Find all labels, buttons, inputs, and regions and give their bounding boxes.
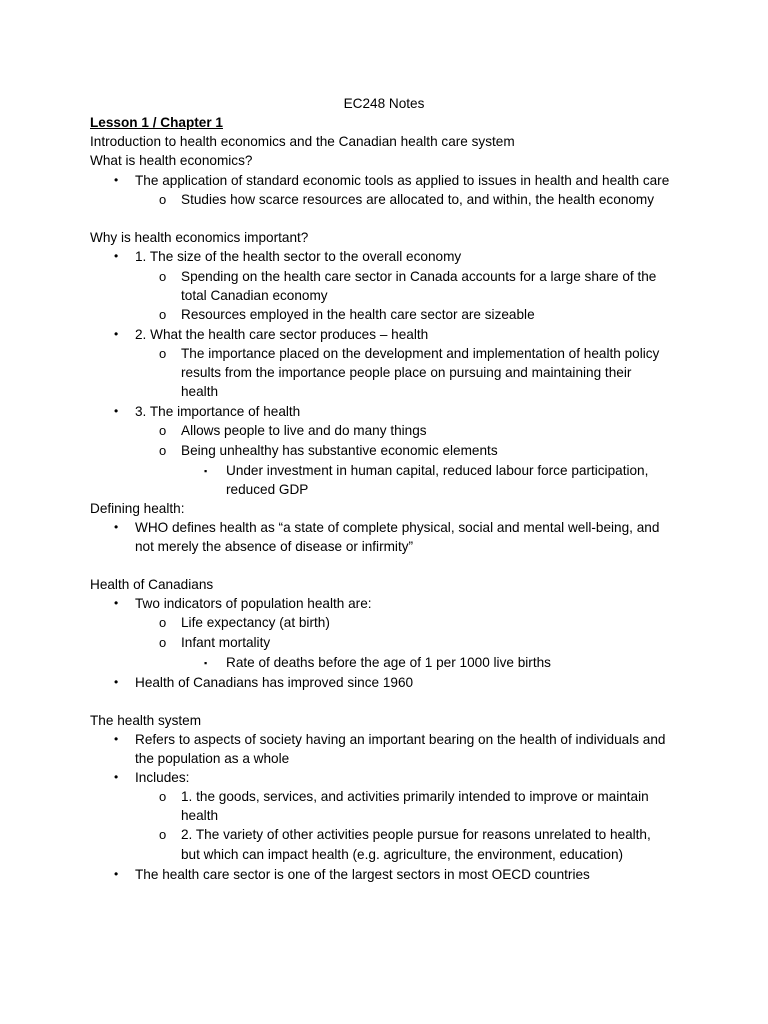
sub-bullet-marker: o bbox=[159, 307, 167, 322]
sub-bullet-text: 1. the goods, services, and activities primarily intended to improve or maintain bbox=[181, 789, 649, 804]
sub-bullet-text: The importance placed on the development and implementation of health policy bbox=[181, 346, 660, 361]
bullet-text: 1. The size of the health sector to the overall economy bbox=[135, 249, 462, 264]
bullet-text: 2. What the health care sector produces – health bbox=[135, 327, 429, 342]
sub-bullet-text: health bbox=[181, 808, 219, 823]
sub-bullet-text: total Canadian economy bbox=[181, 288, 328, 303]
sub-bullet-text: 2. The variety of other activities people pursue for reasons unrelated to health, bbox=[181, 827, 651, 842]
defining-heading: Defining health: bbox=[90, 501, 185, 516]
sub-bullet-marker: o bbox=[159, 615, 167, 630]
bullet-marker: • bbox=[114, 596, 119, 610]
sub-bullet-text: Spending on the health care sector in Canada accounts for a large share of the bbox=[181, 269, 657, 284]
bullet-marker: • bbox=[114, 770, 119, 784]
bullet-marker: • bbox=[114, 327, 119, 341]
bullet-marker: • bbox=[114, 675, 119, 689]
sub-sub-bullet-text: Rate of deaths before the age of 1 per 1000 live births bbox=[226, 655, 551, 670]
why-heading: Why is health economics important? bbox=[90, 230, 309, 245]
bullet-text: The application of standard economic tools as applied to issues in health and health care bbox=[135, 173, 670, 188]
sub-bullet-marker: o bbox=[159, 346, 167, 361]
canadians-heading: Health of Canadians bbox=[90, 577, 214, 592]
sub-bullet-marker: o bbox=[159, 192, 167, 207]
document-title: EC248 Notes bbox=[343, 96, 425, 111]
sub-sub-bullet-text: Under investment in human capital, reduced labour force participation, bbox=[226, 463, 649, 478]
bullet-text: not merely the absence of disease or infirmity” bbox=[135, 539, 414, 554]
bullet-marker: • bbox=[114, 404, 119, 418]
bullet-text: Health of Canadians has improved since 1960 bbox=[135, 675, 414, 690]
bullet-marker: • bbox=[114, 732, 119, 746]
sub-sub-bullet-marker: ▪ bbox=[204, 658, 208, 668]
sub-bullet-text: results from the importance people place on pursuing and maintaining their bbox=[181, 365, 632, 380]
sub-bullet-text: health bbox=[181, 384, 219, 399]
sub-bullet-marker: o bbox=[159, 827, 167, 842]
sub-bullet-text: Studies how scarce resources are allocated to, and within, the health economy bbox=[181, 192, 655, 207]
sub-bullet-text: Being unhealthy has substantive economic elements bbox=[181, 443, 498, 458]
lesson-heading: Lesson 1 / Chapter 1 bbox=[90, 115, 223, 130]
bullet-text: WHO defines health as “a state of complete physical, social and mental well-being, and bbox=[135, 520, 660, 535]
bullet-marker: • bbox=[114, 173, 119, 187]
bullet-text: the population as a whole bbox=[135, 751, 290, 766]
sub-bullet-text: but which can impact health (e.g. agriculture, the environment, education) bbox=[181, 847, 624, 862]
system-heading: The health system bbox=[90, 713, 202, 728]
sub-bullet-marker: o bbox=[159, 635, 167, 650]
bullet-marker: • bbox=[114, 520, 119, 534]
bullet-text: Two indicators of population health are: bbox=[135, 596, 372, 611]
bullet-text: Refers to aspects of society having an important bearing on the health of individuals and bbox=[135, 732, 666, 747]
bullet-marker: • bbox=[114, 249, 119, 263]
sub-bullet-marker: o bbox=[159, 789, 167, 804]
intro-text: Introduction to health economics and the Canadian health care system bbox=[90, 134, 515, 149]
sub-bullet-marker: o bbox=[159, 443, 167, 458]
sub-bullet-marker: o bbox=[159, 269, 167, 284]
sub-bullet-text: Infant mortality bbox=[181, 635, 271, 650]
bullet-text: 3. The importance of health bbox=[135, 404, 301, 419]
sub-bullet-marker: o bbox=[159, 423, 167, 438]
sub-bullet-text: Life expectancy (at birth) bbox=[181, 615, 330, 630]
bullet-marker: • bbox=[114, 867, 119, 881]
bullet-text: The health care sector is one of the largest sectors in most OECD countries bbox=[135, 867, 590, 882]
sub-sub-bullet-text: reduced GDP bbox=[226, 482, 309, 497]
sub-sub-bullet-marker: ▪ bbox=[204, 466, 208, 476]
sub-bullet-text: Allows people to live and do many things bbox=[181, 423, 427, 438]
what-is-heading: What is health economics? bbox=[90, 153, 253, 168]
sub-bullet-text: Resources employed in the health care sector are sizeable bbox=[181, 307, 535, 322]
bullet-text: Includes: bbox=[135, 770, 190, 785]
